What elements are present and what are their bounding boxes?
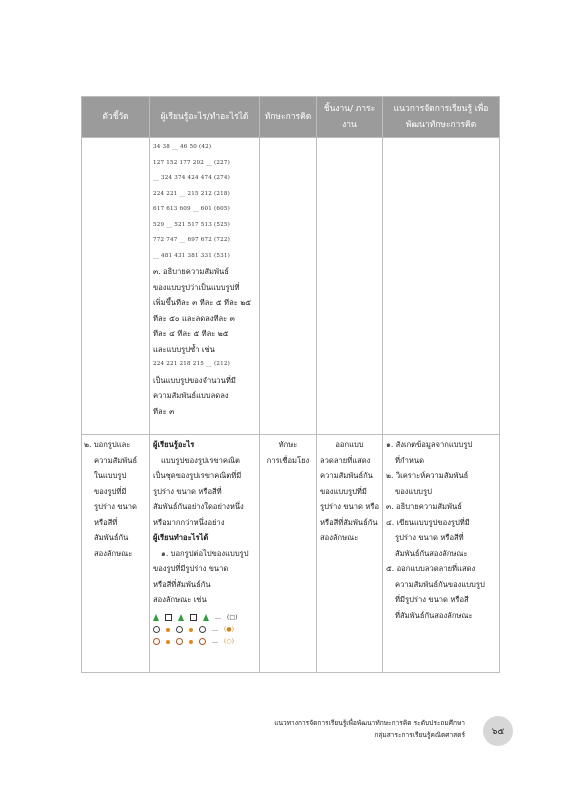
text-line: ๒. วิเคราะห์ความสัมพันธ์ xyxy=(386,471,469,480)
table-header-row xyxy=(82,97,500,138)
text-line: ของแบบรูปว่าเป็นแบบรูปที่ xyxy=(153,282,240,292)
text-line: ๑. สังเกตข้อมูลจากแบบรูป xyxy=(386,440,473,449)
text-line: ๓. อธิบายความสัมพันธ์ xyxy=(153,267,229,276)
text-line: สองลักษณะ xyxy=(320,533,359,542)
text-line: สองลักษณะ xyxy=(94,548,133,558)
text-line: สัมพันธ์กัน xyxy=(94,533,129,542)
table-row xyxy=(82,435,500,673)
text-line: ๕. ออกแบบลวดลายที่แสดง xyxy=(386,564,476,573)
text-line: ทักษะ xyxy=(278,440,298,449)
skill-cell xyxy=(260,435,317,673)
text-line: ความสัมพันธ์กันของแบบรูป xyxy=(395,579,485,589)
indicator-cell xyxy=(82,435,150,673)
dot-icon xyxy=(166,628,170,632)
example-pattern: 224 221 218 215 __ (212) xyxy=(153,361,231,367)
number-pattern: 224 221 __ 215 212 (218) xyxy=(153,190,231,197)
blank-mark: … xyxy=(215,613,221,621)
indicator-cell-empty xyxy=(82,138,150,435)
text-line: รูปร่าง ขนาด xyxy=(94,502,137,511)
ring-icon xyxy=(153,638,160,645)
text-line: ของแบบรูป xyxy=(395,486,432,496)
do-heading: ผู้เรียนทำอะไรได้ xyxy=(153,533,209,542)
text-line: หรือสีที่สัมพันธ์กัน xyxy=(320,517,378,527)
text-line: แบบรูปของรูปเรขาคณิต xyxy=(161,455,240,465)
shape-pattern-figure xyxy=(153,612,256,648)
text-line: ที่กำหนด xyxy=(395,455,424,465)
shape-row xyxy=(153,636,256,648)
shape-row xyxy=(153,624,256,636)
number-pattern: __ 324 374 424 474 (274) xyxy=(153,175,231,181)
ring-icon xyxy=(199,638,206,645)
number-pattern: __ 481 431 381 331 (531) xyxy=(153,252,231,259)
number-pattern: 617 613 609 __ 601 (605) xyxy=(153,206,231,212)
learning-table xyxy=(81,96,500,673)
text-line: ความสัมพันธ์ xyxy=(94,455,138,465)
text-line: สองลักษณะ เช่น xyxy=(153,595,207,604)
triangle-icon xyxy=(178,614,184,621)
circle-icon xyxy=(199,626,206,633)
learn-heading: ผู้เรียนรู้อะไร xyxy=(153,440,195,449)
approach-cell xyxy=(383,435,500,673)
table-row xyxy=(82,138,500,435)
approach-cell-empty xyxy=(383,138,500,435)
shape-row xyxy=(153,612,256,624)
text-line: ทีละ ๕๐ และลดลงทีละ ๓ xyxy=(153,313,235,323)
text-line: ของรูปที่มีรูปร่าง ขนาด xyxy=(153,564,229,573)
text-line: ความสัมพันธ์แบบลดลง xyxy=(153,391,229,400)
text-line: ในแบบรูป xyxy=(94,471,127,480)
text-line: สัมพันธ์กันสองลักษณะ xyxy=(395,548,468,558)
footer-title: แนวทางการจัดการเรียนรู้เพื่อพัฒนาทักษะการคิด ระดับประถมศึกษา xyxy=(274,719,465,727)
learn-cell xyxy=(150,435,260,673)
text-line: ของรูปที่มี xyxy=(94,486,127,496)
shape-answer: (□) xyxy=(227,613,238,621)
text-line: ๓. อธิบายความสัมพันธ์ xyxy=(386,502,462,511)
header-approach: แนวการจัดการเรียนรู้ เพื่อพัฒนาทักษะการคิด xyxy=(383,97,500,138)
number-pattern: 772 747 __ 697 672 (722) xyxy=(153,237,231,243)
text-line: ที่มีรูปร่าง ขนาด หรือสี xyxy=(395,595,469,604)
text-line: เพิ่มขึ้นทีละ ๓ ทีละ ๕ ทีละ ๒๕ xyxy=(153,298,251,307)
text-line: สัมพันธ์กันอย่างใดอย่างหนึ่ง xyxy=(153,502,244,511)
ring-icon xyxy=(176,638,183,645)
triangle-icon xyxy=(153,614,159,621)
square-icon xyxy=(190,614,197,621)
square-icon xyxy=(165,614,172,621)
learn-cell xyxy=(150,138,260,435)
triangle-icon xyxy=(203,614,209,621)
blank-mark: … xyxy=(212,637,218,645)
text-line: หรือสีที่สัมพันธ์กัน xyxy=(153,579,211,589)
text-line: หรือสีที่ xyxy=(94,517,118,527)
text-line: ความสัมพันธ์กัน xyxy=(320,471,373,480)
text-line: ทีละ ๔ ทีละ ๕ ทีละ ๒๕ xyxy=(153,329,229,338)
text-line: และแบบรูปซ้ำ เช่น xyxy=(153,344,215,354)
task-cell xyxy=(317,435,383,673)
text-line: ที่สัมพันธ์กันสองลักษณะ xyxy=(395,610,473,620)
skill-cell-empty xyxy=(260,138,317,435)
dot-icon xyxy=(189,628,193,632)
page-number: ๖๕ xyxy=(483,716,513,746)
text-line: รูปร่าง ขนาด หรือสีที่ xyxy=(153,486,222,496)
footer-subject: กลุ่มสาระการเรียนรู้คณิตศาสตร์ xyxy=(374,731,465,739)
number-pattern: 127 152 177 202 __ (227) xyxy=(153,159,231,166)
number-pattern: 34 38 __ 46 50 (42) xyxy=(153,144,212,150)
text-line: ๑. บอกรูปต่อไปของแบบรูป xyxy=(161,548,249,558)
shape-answer: (○) xyxy=(224,637,234,645)
task-cell-empty xyxy=(317,138,383,435)
header-learn: ผู้เรียนรู้อะไร/ทำอะไรได้ xyxy=(150,97,260,138)
circle-icon xyxy=(153,626,160,633)
shape-answer: (●) xyxy=(224,625,234,633)
text-line: ๔. เขียนแบบรูปของรูปที่มี xyxy=(386,517,470,527)
text-line: หรือมากกว่าหนึ่งอย่าง xyxy=(153,517,225,527)
text-line: ของแบบรูปที่มี xyxy=(320,486,367,496)
dot-icon xyxy=(166,640,170,644)
text-line: ออกแบบ xyxy=(335,440,364,449)
text-line: เป็นแบบรูปของจำนวนที่มี xyxy=(153,375,236,385)
text-line: เป็นชุดของรูปเรขาคณิตที่มี xyxy=(153,471,242,480)
header-task: ชิ้นงาน/ ภาระงาน xyxy=(317,97,383,138)
circle-icon xyxy=(176,626,183,633)
header-indicator: ตัวชี้วัด xyxy=(82,97,150,138)
page-footer xyxy=(240,717,465,741)
text-line: รูปร่าง ขนาด หรือสีที่ xyxy=(395,533,464,542)
text-line: รูปร่าง ขนาด หรือ xyxy=(320,502,379,511)
dot-icon xyxy=(189,640,193,644)
text-line: ๒. บอกรูปและ xyxy=(84,440,131,449)
number-pattern: 529 __ 521 517 513 (525) xyxy=(153,221,231,228)
text-line: ทีละ ๓ xyxy=(153,406,175,416)
header-skill: ทักษะการคิด xyxy=(260,97,317,138)
blank-mark: … xyxy=(212,625,218,633)
text-line: การเชื่อมโยง xyxy=(266,455,310,465)
text-line: ลวดลายที่แสดง xyxy=(320,455,371,465)
